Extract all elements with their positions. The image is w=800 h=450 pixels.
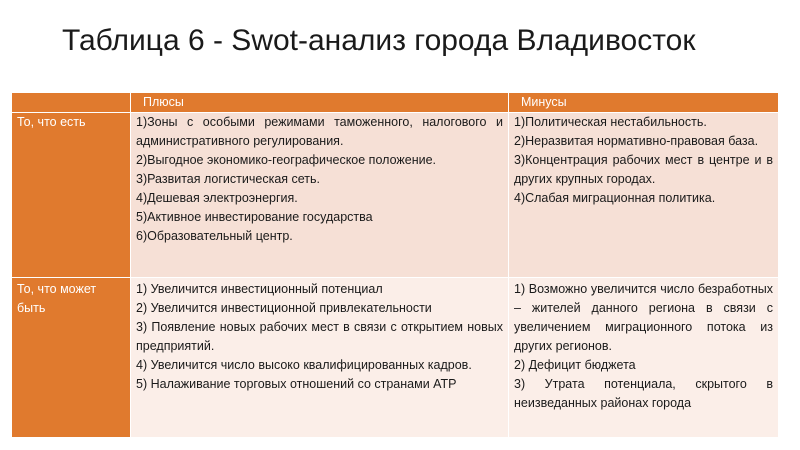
list-item: 3) Появление новых рабочих мест в связи с открытием новых предприятий. [136,320,503,353]
list-item: 5)Активное инвестирование государства [136,210,373,224]
header-corner-cell [12,93,131,113]
header-pluses: Плюсы [131,93,509,113]
page-title: Таблица 6 - Swot-анализ города Владивосток [62,24,696,57]
list-item: 1) Возможно увеличится число безработных – жителей данного региона в связи с увеличением миграционного потока из других регионов. [514,282,773,353]
potential-minuses-cell [509,278,779,438]
list-item: 1)Зоны с особыми режимами таможенного, налогового и административного регулирования. [136,115,503,148]
list-item: 1) Увеличится инвестиционный потенциал [136,282,383,296]
swot-table [11,92,779,438]
list-item: 3) Утрата потенциала, скрытого в неизведанных районах города [514,377,773,410]
list-item: 4) Увеличится число высоко квалифицированных кадров. [136,358,472,372]
list-item: 3)Концентрация рабочих мест в центре и в других крупных городах. [514,153,773,186]
row-label-current: То, что есть [12,113,131,278]
current-minuses-cell [509,113,779,278]
list-item: 1)Политическая нестабильность. [514,115,707,129]
potential-pluses-cell [131,278,509,438]
list-item: 2)Неразвитая нормативно-правовая база. [514,134,759,148]
table-row-current [12,113,779,278]
list-item: 2)Выгодное экономико-географическое положение. [136,153,436,167]
list-item: 4)Дешевая электроэнергия. [136,191,298,205]
list-item: 4)Слабая миграционная политика. [514,191,716,205]
list-item: 3)Развитая логистическая сеть. [136,172,321,186]
header-minuses: Минусы [509,93,779,113]
list-item: 6)Образовательный центр. [136,229,293,243]
current-pluses-cell [131,113,509,278]
table-row-potential [12,278,779,438]
row-label-potential: То, что может быть [12,278,131,438]
table-header-row [12,93,779,113]
list-item: 5) Налаживание торговых отношений со странами АТР [136,377,457,391]
list-item: 2) Увеличится инвестиционной привлекательности [136,301,432,315]
list-item: 2) Дефицит бюджета [514,358,636,372]
